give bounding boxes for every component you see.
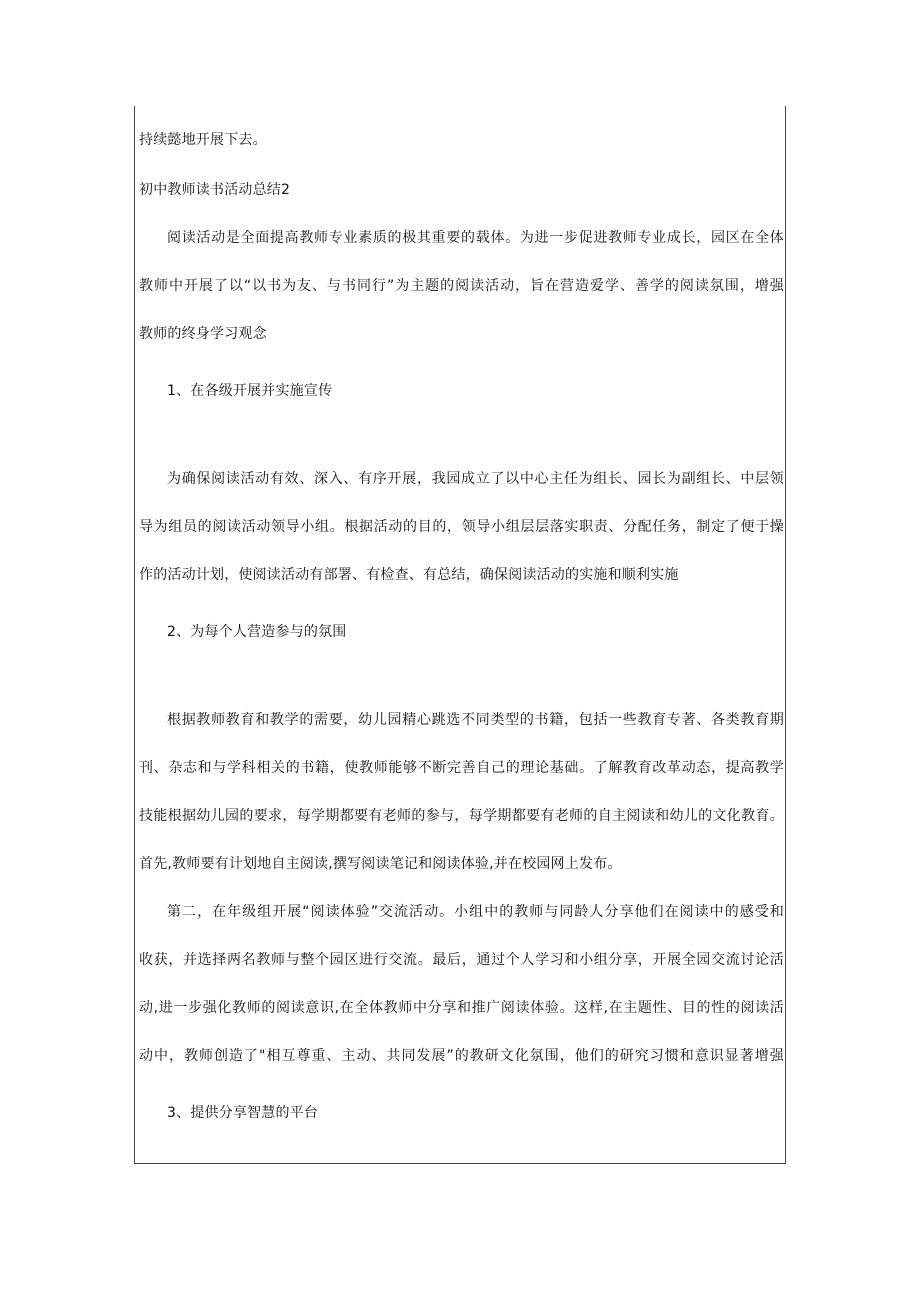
list-heading: 1、在各级开展并实施宣传 xyxy=(167,383,333,399)
body-line: 动中，教师创造了"相互尊重、主动、共同发展”的教研文化氛围，他们的研究习惯和意识显著增强 xyxy=(139,1048,784,1064)
body-line: 根据教师教育和教学的需要，幼儿园精心跳选不同类型的书籍，包括一些教育专著、各类教育期 xyxy=(167,712,784,728)
list-heading: 2、为每个人营造参与的氛围 xyxy=(167,624,347,640)
body-line: 教师中开展了以“以书为友、与书同行”为主题的阅读活动，旨在营造爱学、善学的阅读氛围，增强 xyxy=(139,278,784,294)
body-line: 首先,教师要有计划地自主阅读,撰写阅读笔记和阅读体验,并在校园网上发布。 xyxy=(139,856,622,872)
body-line: 持续懿地开展下去。 xyxy=(139,132,267,148)
body-line: 动,进一步强化教师的阅读意识,在全体教师中分享和推广阅读体验。这样,在主题性、目的性的阅读活 xyxy=(139,1000,784,1016)
body-line: 收获，并选择两名教师与整个园区进行交流。最后，通过个人学习和小组分享，开展全园交流讨论活 xyxy=(139,952,784,968)
section-title: 初中教师读书活动总结2 xyxy=(139,182,291,198)
body-line: 导为组员的阅读活动领导小组。根据活动的目的，领导小组层层落实职责、分配任务，制定了便于操 xyxy=(139,519,784,535)
body-line: 阅读活动是全面提高教师专业素质的极其重要的载体。为进一步促进教师专业成长，园区在全体 xyxy=(167,230,784,246)
body-line: 刊、杂志和与学科相关的书籍，使教师能够不断完善自己的理论基础。了解教育改革动态，提高教学 xyxy=(139,760,784,776)
body-line: 技能根据幼儿园的要求，每学期都要有老师的参与，每学期都要有老师的自主阅读和幼儿的文化教育。 xyxy=(139,808,784,824)
body-line: 为确保阅读活动有效、深入、有序开展，我园成立了以中心主任为组长、园长为副组长、中层领 xyxy=(167,471,784,487)
list-heading: 3、提供分享智慧的平台 xyxy=(167,1105,319,1121)
body-line: 作的活动计划，使阅读活动有部署、有检查、有总结，确保阅读活动的实施和顺利实施 xyxy=(139,567,679,583)
body-line: 教师的终身学习观念 xyxy=(139,326,267,342)
body-line: 第二，在年级组开展“阅读体验”交流活动。小组中的教师与同龄人分享他们在阅读中的感受和 xyxy=(167,904,784,920)
